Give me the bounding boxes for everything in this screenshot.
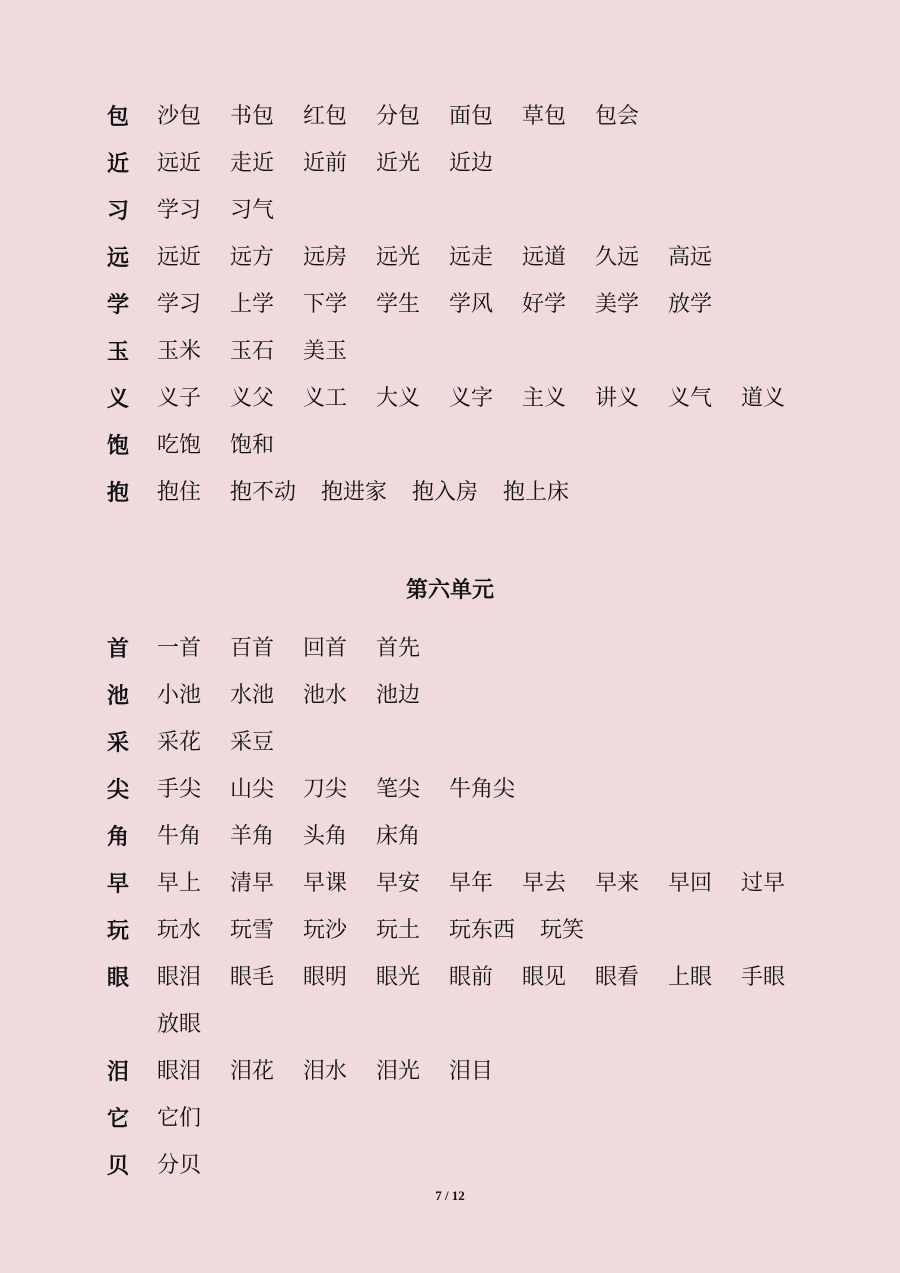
vocab-row xyxy=(0,775,900,822)
word-list xyxy=(157,1010,820,1040)
word-item: 分贝 xyxy=(157,1153,202,1178)
character-heading: 饱 xyxy=(107,433,130,459)
word-item: 吃饱 xyxy=(157,433,202,458)
vocab-row xyxy=(0,431,900,478)
word-item: 早上 xyxy=(157,871,202,896)
word-item: 首先 xyxy=(376,636,421,661)
word-item: 上眼 xyxy=(668,965,713,990)
character-heading: 眼 xyxy=(107,965,130,991)
vocab-row xyxy=(0,869,900,916)
word-item: 习气 xyxy=(230,198,275,223)
word-item: 清早 xyxy=(230,871,275,896)
vocab-row xyxy=(0,681,900,728)
word-item: 义父 xyxy=(230,386,275,411)
word-item: 水池 xyxy=(230,683,275,708)
word-list xyxy=(157,681,820,711)
vocab-row xyxy=(0,1010,900,1057)
vocab-row xyxy=(0,478,900,525)
character-heading: 义 xyxy=(107,386,130,412)
word-list xyxy=(157,1104,820,1134)
word-item: 池边 xyxy=(376,683,421,708)
vocab-row xyxy=(0,728,900,775)
word-item: 玩水 xyxy=(157,918,202,943)
word-item: 早课 xyxy=(303,871,348,896)
word-item: 手眼 xyxy=(741,965,786,990)
unit5-word-list xyxy=(0,102,900,525)
word-item: 美学 xyxy=(595,292,640,317)
vocab-row xyxy=(0,822,900,869)
word-item: 放学 xyxy=(668,292,713,317)
vocab-row xyxy=(0,384,900,431)
word-item: 手尖 xyxy=(157,777,202,802)
character-heading: 玉 xyxy=(107,339,130,365)
word-item: 泪光 xyxy=(376,1059,421,1084)
character-heading: 泪 xyxy=(107,1059,130,1085)
word-item: 过早 xyxy=(741,871,786,896)
word-item: 抱不动 xyxy=(230,480,297,505)
word-list xyxy=(157,102,820,132)
word-item: 分包 xyxy=(376,104,421,129)
word-item: 小池 xyxy=(157,683,202,708)
word-item: 一首 xyxy=(157,636,202,661)
word-item: 道义 xyxy=(741,386,786,411)
word-item: 抱进家 xyxy=(321,480,388,505)
word-item: 上学 xyxy=(230,292,275,317)
word-item: 远近 xyxy=(157,151,202,176)
word-item: 包会 xyxy=(595,104,640,129)
vocab-row xyxy=(0,196,900,243)
word-item: 美玉 xyxy=(303,339,348,364)
word-item: 久远 xyxy=(595,245,640,270)
word-item: 眼明 xyxy=(303,965,348,990)
word-list xyxy=(157,196,820,226)
word-item: 好学 xyxy=(522,292,567,317)
word-item: 眼看 xyxy=(595,965,640,990)
vocab-row xyxy=(0,1057,900,1104)
word-item: 义子 xyxy=(157,386,202,411)
word-item: 下学 xyxy=(303,292,348,317)
word-item: 笔尖 xyxy=(376,777,421,802)
word-item: 眼毛 xyxy=(230,965,275,990)
word-item: 头角 xyxy=(303,824,348,849)
character-heading: 池 xyxy=(107,683,130,709)
word-item: 讲义 xyxy=(595,386,640,411)
word-item: 玩东西 xyxy=(449,918,516,943)
character-heading: 早 xyxy=(107,871,130,897)
page-number: 7 / 12 xyxy=(435,1188,465,1203)
word-item: 早来 xyxy=(595,871,640,896)
word-item: 远走 xyxy=(449,245,494,270)
vocab-row xyxy=(0,102,900,149)
word-list xyxy=(157,728,820,758)
word-item: 义工 xyxy=(303,386,348,411)
word-item: 玉石 xyxy=(230,339,275,364)
unit6-word-list xyxy=(0,634,900,1198)
word-list xyxy=(157,478,820,508)
word-list xyxy=(157,963,820,993)
word-item: 远方 xyxy=(230,245,275,270)
word-item: 近边 xyxy=(449,151,494,176)
word-item: 早安 xyxy=(376,871,421,896)
word-item: 羊角 xyxy=(230,824,275,849)
word-item: 近前 xyxy=(303,151,348,176)
vocab-row xyxy=(0,634,900,681)
vocab-row xyxy=(0,290,900,337)
character-heading: 远 xyxy=(107,245,130,271)
word-item: 玩沙 xyxy=(303,918,348,943)
word-item: 牛角 xyxy=(157,824,202,849)
word-list xyxy=(157,431,820,461)
word-item: 走近 xyxy=(230,151,275,176)
word-item: 池水 xyxy=(303,683,348,708)
word-item: 沙包 xyxy=(157,104,202,129)
vocab-row xyxy=(0,963,900,1010)
word-item: 泪花 xyxy=(230,1059,275,1084)
word-list xyxy=(157,384,820,414)
word-item: 放眼 xyxy=(157,1012,202,1037)
character-heading: 贝 xyxy=(107,1153,130,1179)
vocab-row xyxy=(0,916,900,963)
word-item: 玩笑 xyxy=(540,918,585,943)
word-list xyxy=(157,1151,820,1181)
word-item: 抱住 xyxy=(157,480,202,505)
word-item: 早去 xyxy=(522,871,567,896)
word-item: 主义 xyxy=(522,386,567,411)
character-heading: 首 xyxy=(107,636,130,662)
word-list xyxy=(157,290,820,320)
unit6-title: 第六单元 xyxy=(405,577,494,603)
word-item: 草包 xyxy=(522,104,567,129)
word-item: 眼见 xyxy=(522,965,567,990)
word-item: 近光 xyxy=(376,151,421,176)
word-list xyxy=(157,149,820,179)
word-item: 早回 xyxy=(668,871,713,896)
word-item: 红包 xyxy=(303,104,348,129)
word-item: 义气 xyxy=(668,386,713,411)
word-item: 床角 xyxy=(376,824,421,849)
word-list xyxy=(157,1057,820,1087)
word-item: 玩雪 xyxy=(230,918,275,943)
word-item: 学习 xyxy=(157,292,202,317)
vocab-row xyxy=(0,1104,900,1151)
word-item: 远房 xyxy=(303,245,348,270)
word-item: 饱和 xyxy=(230,433,275,458)
character-heading: 角 xyxy=(107,824,130,850)
vocab-row xyxy=(0,243,900,290)
word-list xyxy=(157,869,820,899)
word-item: 采豆 xyxy=(230,730,275,755)
word-item: 眼泪 xyxy=(157,1059,202,1084)
word-item: 它们 xyxy=(157,1106,202,1131)
word-item: 回首 xyxy=(303,636,348,661)
word-item: 远近 xyxy=(157,245,202,270)
word-item: 学习 xyxy=(157,198,202,223)
word-item: 抱入房 xyxy=(412,480,479,505)
character-heading: 尖 xyxy=(107,777,130,803)
word-item: 早年 xyxy=(449,871,494,896)
word-list xyxy=(157,634,820,664)
character-heading: 抱 xyxy=(107,480,130,506)
word-item: 面包 xyxy=(449,104,494,129)
word-item: 学风 xyxy=(449,292,494,317)
word-item: 采花 xyxy=(157,730,202,755)
vocab-row xyxy=(0,337,900,384)
character-heading: 采 xyxy=(107,730,130,756)
word-item: 远道 xyxy=(522,245,567,270)
character-heading: 学 xyxy=(107,292,130,318)
word-list xyxy=(157,822,820,852)
word-item: 眼前 xyxy=(449,965,494,990)
vocab-row xyxy=(0,149,900,196)
word-item: 书包 xyxy=(230,104,275,129)
character-heading: 近 xyxy=(107,151,130,177)
character-heading: 包 xyxy=(107,104,130,130)
word-list xyxy=(157,916,820,946)
word-item: 刀尖 xyxy=(303,777,348,802)
word-item: 高远 xyxy=(668,245,713,270)
word-item: 玉米 xyxy=(157,339,202,364)
word-item: 玩土 xyxy=(376,918,421,943)
word-item: 眼泪 xyxy=(157,965,202,990)
word-item: 学生 xyxy=(376,292,421,317)
word-item: 泪水 xyxy=(303,1059,348,1084)
word-list xyxy=(157,243,820,273)
word-item: 牛角尖 xyxy=(449,777,516,802)
word-list xyxy=(157,775,820,805)
word-list xyxy=(157,337,820,367)
word-item: 眼光 xyxy=(376,965,421,990)
character-heading: 习 xyxy=(107,198,130,224)
word-item: 义字 xyxy=(449,386,494,411)
character-heading: 它 xyxy=(107,1106,130,1132)
word-item: 泪目 xyxy=(449,1059,494,1084)
word-item: 大义 xyxy=(376,386,421,411)
word-item: 远光 xyxy=(376,245,421,270)
word-item: 百首 xyxy=(230,636,275,661)
word-item: 山尖 xyxy=(230,777,275,802)
word-item: 抱上床 xyxy=(503,480,570,505)
character-heading: 玩 xyxy=(107,918,130,944)
